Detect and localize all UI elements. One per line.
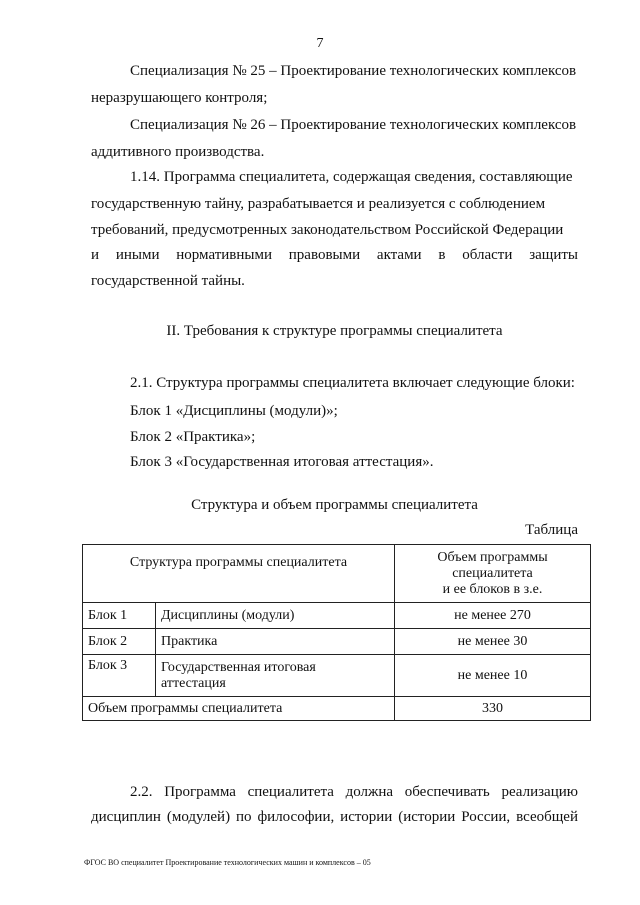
table-title: Структура и объем программы специалитета xyxy=(191,497,478,513)
header-structure-cell: Структура программы специалитета xyxy=(83,545,395,603)
paragraph-1-14-line: 1.14. Программа специалитета, содержащая сведения, составляющие xyxy=(130,169,573,185)
word: правовыми xyxy=(288,247,361,263)
text-line: аддитивного производства. xyxy=(91,144,265,160)
word: специалитета xyxy=(247,784,334,800)
word: защиты xyxy=(529,247,578,263)
paragraph-1-14-line: государственной тайны. xyxy=(91,273,245,289)
word: всеобщей xyxy=(516,809,578,825)
word: Программа xyxy=(164,784,236,800)
header-volume-line: и ее блоков в з.е. xyxy=(442,581,543,597)
word: дисциплин xyxy=(91,809,161,825)
paragraph-2-2-justified-line xyxy=(130,783,578,801)
block-cell: Блок 3 xyxy=(83,655,156,697)
text-line: неразрушающего контроля; xyxy=(91,90,268,106)
volume-cell: не менее 10 xyxy=(395,655,591,697)
total-value-cell: 330 xyxy=(395,697,591,721)
word: России, xyxy=(461,809,511,825)
header-volume-line: специалитета xyxy=(452,565,533,581)
page-number: 7 xyxy=(316,36,324,51)
block-name-cell xyxy=(156,655,395,697)
word: обеспечивать xyxy=(404,784,490,800)
paragraph-2-2-justified-line xyxy=(91,808,578,826)
page-footer: ФГОС ВО специалитет Проектирование технологических машин и комплексов – 05 xyxy=(84,858,371,867)
block-name-cell: Дисциплины (модули) xyxy=(156,603,395,629)
table-label: Таблица xyxy=(525,522,578,538)
volume-cell: не менее 30 xyxy=(395,629,591,655)
block-cell: Блок 1 xyxy=(83,603,156,629)
word: реализацию xyxy=(501,784,578,800)
table-row xyxy=(83,629,591,655)
paragraph-1-14-line: государственную тайну, разрабатывается и реализуется с соблюдением xyxy=(91,196,546,212)
word: (модулей) xyxy=(166,809,231,825)
word: 2.2. xyxy=(130,784,153,800)
header-volume-cell xyxy=(395,545,591,603)
block-cell: Блок 2 xyxy=(83,629,156,655)
total-label-cell: Объем программы специалитета xyxy=(83,697,395,721)
text-line: Блок 3 «Государственная итоговая аттестация». xyxy=(130,454,434,470)
word: иными xyxy=(115,247,160,263)
text-line: Блок 2 «Практика»; xyxy=(130,429,256,445)
table-row xyxy=(83,655,591,697)
word: (истории xyxy=(398,809,456,825)
spec-structure-table xyxy=(82,544,591,721)
table-total-row xyxy=(83,697,591,721)
table-row xyxy=(83,603,591,629)
paragraph-1-14-line: требований, предусмотренных законодательством Российской Федерации xyxy=(91,222,564,238)
text-line: Блок 1 «Дисциплины (модули)»; xyxy=(130,403,338,419)
volume-cell: не менее 270 xyxy=(395,603,591,629)
block-name-line: Государственная итоговая xyxy=(161,659,316,675)
header-volume-line: Объем программы xyxy=(437,549,548,565)
section-heading: II. Требования к структуре программы специалитета xyxy=(166,323,503,339)
text-line: Специализация № 25 – Проектирование технологических комплексов xyxy=(130,63,577,79)
word: актами xyxy=(376,247,422,263)
word: должна xyxy=(345,784,394,800)
word: и xyxy=(91,247,100,263)
word: в xyxy=(438,247,446,263)
block-name-cell: Практика xyxy=(156,629,395,655)
paragraph-1-14-justified-line xyxy=(91,246,578,264)
word: по xyxy=(236,809,252,825)
text-line: Специализация № 26 – Проектирование технологических комплексов xyxy=(130,117,577,133)
word: философии, xyxy=(257,809,335,825)
block-name-line: аттестация xyxy=(161,675,226,691)
text-line: 2.1. Структура программы специалитета включает следующие блоки: xyxy=(130,375,575,391)
table-header-row xyxy=(83,545,591,603)
word: области xyxy=(462,247,513,263)
word: истории xyxy=(340,809,393,825)
word: нормативными xyxy=(176,247,272,263)
